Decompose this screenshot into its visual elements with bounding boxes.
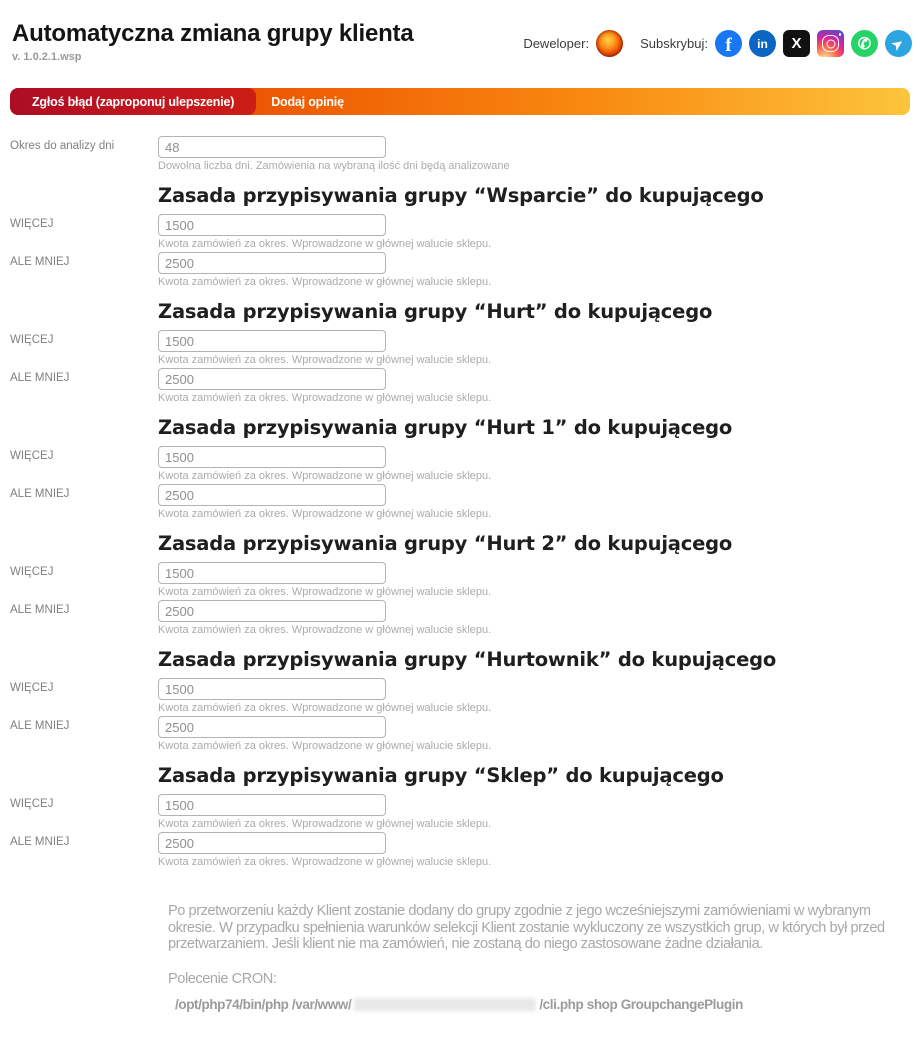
more-label: WIĘCEJ: [10, 566, 54, 578]
amount-hint: Kwota zamówień za okres. Wprowadzone w głównej walucie sklepu.: [158, 238, 492, 250]
section-title: Zasada przypisywania grupy “Hurt” do kupującego: [158, 300, 713, 323]
footer-notes: [168, 903, 912, 1012]
less-input[interactable]: [158, 484, 386, 506]
less-row: [0, 600, 920, 636]
section-title: Zasada przypisywania grupy “Sklep” do kupującego: [158, 764, 724, 787]
redacted-path-blur: [354, 998, 536, 1011]
instagram-camera-dot: [839, 33, 842, 36]
amount-hint: Kwota zamówień za okres. Wprowadzone w głównej walucie sklepu.: [158, 508, 492, 520]
less-label: ALE MNIEJ: [10, 720, 70, 732]
telegram-plane-glyph: ➤: [888, 34, 907, 53]
more-input[interactable]: [158, 446, 386, 468]
more-row: [0, 214, 920, 250]
telegram-icon[interactable]: [885, 30, 912, 57]
header-links: [523, 30, 912, 57]
more-row: [0, 330, 920, 366]
title-block: [12, 20, 414, 63]
amount-hint: Kwota zamówień za okres. Wprowadzone w głównej walucie sklepu.: [158, 702, 492, 714]
less-input[interactable]: [158, 252, 386, 274]
cron-command-suffix: /cli.php shop GroupchangePlugin: [539, 996, 743, 1012]
amount-hint: Kwota zamówień za okres. Wprowadzone w głównej walucie sklepu.: [158, 276, 492, 288]
amount-hint: Kwota zamówień za okres. Wprowadzone w głównej walucie sklepu.: [158, 392, 492, 404]
less-input[interactable]: [158, 600, 386, 622]
more-row: [0, 446, 920, 482]
period-field: [158, 136, 510, 172]
section-title: Zasada przypisywania grupy “Hurtownik” do kupującego: [158, 648, 777, 671]
less-label: ALE MNIEJ: [10, 372, 70, 384]
page-title: Automatyczna zmiana grupy klienta: [12, 20, 414, 47]
more-input[interactable]: [158, 214, 386, 236]
more-input[interactable]: [158, 562, 386, 584]
period-input[interactable]: [158, 136, 386, 158]
less-label: ALE MNIEJ: [10, 836, 70, 848]
cron-label: Polecenie CRON:: [168, 970, 277, 987]
x-twitter-icon[interactable]: X: [783, 30, 810, 57]
more-label: WIĘCEJ: [10, 798, 54, 810]
more-label: WIĘCEJ: [10, 450, 54, 462]
instagram-camera-lens: [826, 39, 835, 48]
plugin-version: v. 1.0.2.1.wsp: [12, 51, 82, 63]
section-title: Zasada przypisywania grupy “Hurt 1” do kupującego: [158, 416, 733, 439]
subscribe-label: Subskrybuj:: [640, 36, 708, 51]
amount-hint: Kwota zamówień za okres. Wprowadzone w głównej walucie sklepu.: [158, 624, 492, 636]
less-label: ALE MNIEJ: [10, 256, 70, 268]
less-row: [0, 716, 920, 752]
page-header: [0, 0, 920, 63]
less-row: [0, 252, 920, 288]
amount-hint: Kwota zamówień za okres. Wprowadzone w głównej walucie sklepu.: [158, 856, 492, 868]
amount-hint: Kwota zamówień za okres. Wprowadzone w głównej walucie sklepu.: [158, 818, 492, 830]
cron-command: [175, 997, 912, 1012]
period-hint: Dowolna liczba dni. Zamówienia na wybraną ilość dni będą analizowane: [158, 160, 510, 172]
section-title: Zasada przypisywania grupy “Hurt 2” do kupującego: [158, 532, 733, 555]
less-input[interactable]: [158, 832, 386, 854]
action-bar: [10, 88, 910, 115]
instagram-icon[interactable]: [817, 30, 844, 57]
amount-hint: Kwota zamówień za okres. Wprowadzone w głównej walucie sklepu.: [158, 740, 492, 752]
amount-hint: Kwota zamówień za okres. Wprowadzone w głównej walucie sklepu.: [158, 470, 492, 482]
more-label: WIĘCEJ: [10, 218, 54, 230]
more-input[interactable]: [158, 794, 386, 816]
add-review-link[interactable]: Dodaj opinię: [271, 94, 344, 109]
less-row: [0, 368, 920, 404]
amount-hint: Kwota zamówień za okres. Wprowadzone w głównej walucie sklepu.: [158, 586, 492, 598]
facebook-icon[interactable]: f: [715, 30, 742, 57]
period-label: Okres do analizy dni: [10, 140, 115, 152]
more-row: [0, 562, 920, 598]
more-row: [0, 794, 920, 830]
developer-label: Deweloper:: [523, 36, 590, 51]
cron-command-prefix: /opt/php74/bin/php /var/www/: [175, 996, 352, 1012]
section-title: Zasada przypisywania grupy “Wsparcie” do kupującego: [158, 184, 764, 207]
period-row: [0, 136, 920, 172]
more-row: [0, 678, 920, 714]
settings-form: [0, 136, 920, 868]
less-input[interactable]: [158, 716, 386, 738]
more-label: WIĘCEJ: [10, 682, 54, 694]
processing-note: Po przetworzeniu każdy Klient zostanie dodany do grupy zgodnie z jego wcześniejszymi zamówieniami w wybranym okresie. W przypadku spełnienia warunków selekcji Klient zostanie wykluczony ze wszystkich grup, w których był przed przetwarzaniem. Jeśli klient nie ma zamówień, nie zostaną do niego zastosowane żadne działania.: [168, 903, 885, 952]
developer-logo-icon[interactable]: [596, 30, 623, 57]
less-row: [0, 832, 920, 868]
more-input[interactable]: [158, 330, 386, 352]
less-label: ALE MNIEJ: [10, 488, 70, 500]
amount-hint: Kwota zamówień za okres. Wprowadzone w głównej walucie sklepu.: [158, 354, 492, 366]
less-row: [0, 484, 920, 520]
less-label: ALE MNIEJ: [10, 604, 70, 616]
more-input[interactable]: [158, 678, 386, 700]
linkedin-icon[interactable]: in: [749, 30, 776, 57]
report-bug-button[interactable]: Zgłoś błąd (zaproponuj ulepszenie): [10, 88, 256, 115]
whatsapp-icon[interactable]: ✆: [851, 30, 878, 57]
less-input[interactable]: [158, 368, 386, 390]
more-label: WIĘCEJ: [10, 334, 54, 346]
